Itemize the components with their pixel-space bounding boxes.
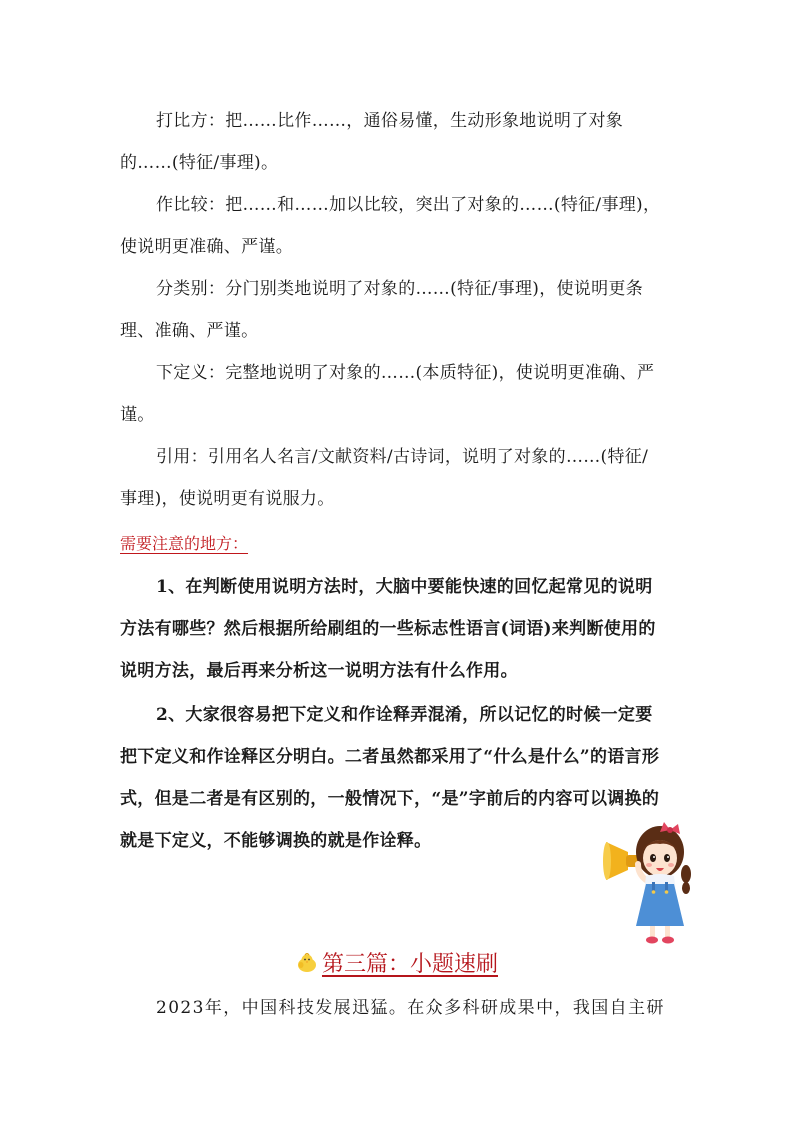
note-item-1: 1、在判断使用说明方法时，大脑中要能快速的回忆起常见的说明方法有哪些？然后根据所给刷组的一些标志性语言(词语)来判断使用的说明方法，最后再来分析这一说明方法有什么作用。 bbox=[120, 577, 656, 681]
method-comparison: 作比较：把……和……加以比较，突出了对象的……(特征/事理)，使说明更准确、严谨。 bbox=[120, 195, 661, 257]
document-body bbox=[120, 100, 665, 862]
method-definition: 下定义：完整地说明了对象的……(本质特征)，使说明更准确、严谨。 bbox=[120, 363, 655, 425]
notes-heading: 需要注意的地方： bbox=[120, 534, 249, 553]
note-item-2: 2、大家很容易把下定义和作诠释弄混淆，所以记忆的时候一定要把下定义和作诠释区分明白。二者虽然都采用了“什么是什么”的语言形式，但是二者是有区别的，一般情况下，“是”字前后的内容可以调换的就是下定义，不能够调换的就是作诠释。 bbox=[120, 705, 660, 851]
section-title bbox=[0, 948, 794, 982]
section-title-text: 第三篇：小题速刷 bbox=[321, 952, 498, 977]
chick-icon bbox=[296, 953, 318, 973]
section-intro: 2023年，中国科技发展迅猛。在众多科研成果中，我国自主研 bbox=[156, 998, 665, 1018]
girl-megaphone-illustration bbox=[602, 818, 692, 946]
method-classification: 分类别：分门别类地说明了对象的……(特征/事理)，使说明更条理、准确、严谨。 bbox=[120, 279, 643, 341]
method-analogy: 打比方：把……比作……，通俗易懂，生动形象地说明了对象的……(特征/事理)。 bbox=[120, 111, 624, 173]
method-quotation: 引用：引用名人名言/文献资料/古诗词，说明了对象的……(特征/事理)，使说明更有说服力。 bbox=[120, 447, 649, 509]
